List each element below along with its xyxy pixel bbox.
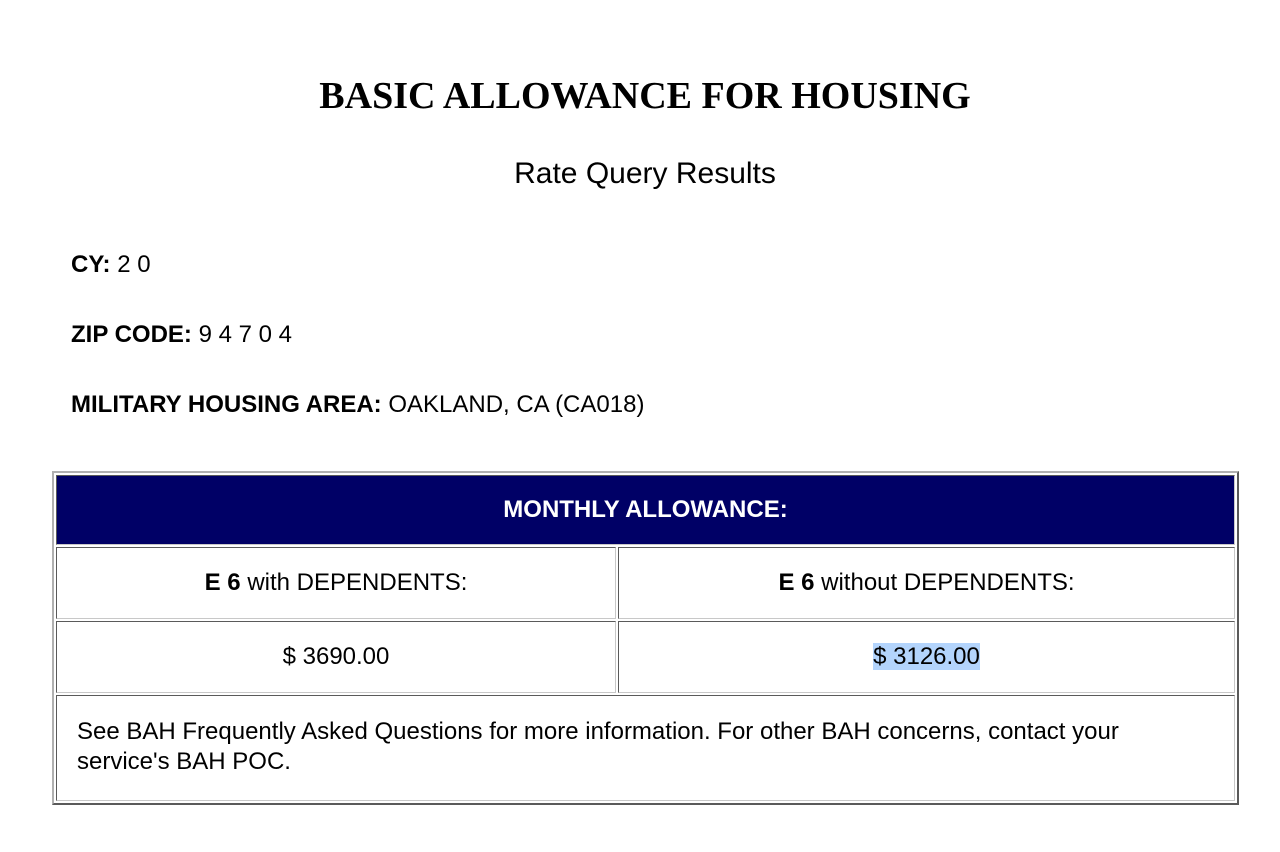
with-dependents-rate: $ 3690.00 xyxy=(282,643,390,670)
military-housing-area-label: MILITARY HOUSING AREA: xyxy=(71,391,382,418)
with-dependents-rate-cell xyxy=(56,621,616,693)
table-header-row xyxy=(56,475,1235,545)
cy-line xyxy=(71,250,151,280)
without-dependents-header xyxy=(618,547,1235,619)
cy-label: CY: xyxy=(71,251,111,278)
rate-row xyxy=(56,621,1235,693)
faq-note: See BAH Frequently Asked Questions for more information. For other BAH concerns, contact your service's BAH POC. xyxy=(56,695,1235,801)
monthly-allowance-header: MONTHLY ALLOWANCE: xyxy=(56,475,1235,545)
page-subtitle: Rate Query Results xyxy=(514,157,776,190)
zip-code-line xyxy=(71,320,292,350)
without-dependents-rate: $ 3126.00 xyxy=(873,643,980,670)
zip-code-value: 9 4 7 0 4 xyxy=(198,321,292,348)
page-title: BASIC ALLOWANCE FOR HOUSING xyxy=(319,75,971,117)
without-dependents-rate-cell xyxy=(618,621,1235,693)
military-housing-area-value: OAKLAND, CA (CA018) xyxy=(388,391,645,418)
cy-value: 2 0 xyxy=(117,251,151,278)
with-dependents-label: with DEPENDENTS: xyxy=(247,569,468,596)
with-dependents-grade: E 6 xyxy=(204,569,241,596)
monthly-allowance-table xyxy=(52,471,1239,805)
without-dependents-grade: E 6 xyxy=(778,569,815,596)
without-dependents-label: without DEPENDENTS: xyxy=(821,569,1075,596)
grade-row xyxy=(56,547,1235,619)
note-row xyxy=(56,695,1235,801)
military-housing-area-line xyxy=(71,390,644,420)
with-dependents-header xyxy=(56,547,616,619)
zip-code-label: ZIP CODE: xyxy=(71,321,192,348)
